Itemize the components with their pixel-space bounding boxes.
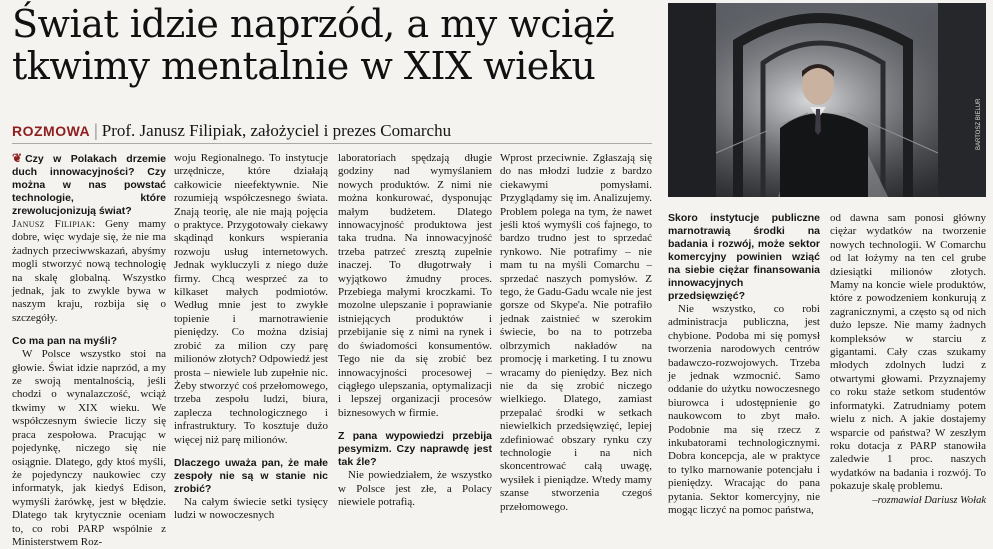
portrait-photo [668, 3, 986, 197]
article-column-4 [500, 152, 652, 528]
quote-mark-icon: ❦ [12, 151, 23, 165]
section-label: ROZMOWA [12, 123, 91, 139]
speaker-name: Janusz Filipiak: [12, 218, 96, 230]
portrait-image [668, 3, 986, 197]
answer-2-continued: woju Regionalnego. To instytucje urzędnicze, które działają całkowicie nieefektywnie. Nie rozumieją współczesnego świata. Znają teorię, ale nie mają pojęcia o praktyce. Przygotowały ciekawy skądinąd konkurs wspierania rozwoju usług internetowych. Jednak wykluczyli z niego duże firmy. Chcą wesprzeć za to kilkaset małych podmiotów. Według mnie jest to zwykłe topienie i marnotrawienie pieniędzy. Co można dzisiaj zrobić za milion czy parę milionów złotych? Odpowiedź jest prosta – niewiele lub zupełnie nic. Żeby stworzyć coś przełomowego, trzeba zespołu ludzi, biura, zaplecza technologicznego i infrastruktury. To kosztuje dużo więcej niż parę milionów. [174, 152, 328, 446]
article-column-3 [338, 152, 492, 528]
byline [12, 119, 652, 142]
headline-line-1: Świat idzie naprzód, a my wciąż [12, 2, 615, 46]
answer-1: Janusz Filipiak: Geny mamy dobre, więc wydaje się, że nie ma żadnych przeciwwskazań, abyśmy mogli stworzyć nową technologię na skalę globalną. Wszystko jednak, jak to zwykle bywa w naszym kraju, rozbija się o szczegóły. [12, 218, 167, 324]
question-3: Dlaczego uważa pan, że małe zespoły nie są w stanie nic zrobić? [174, 456, 328, 495]
headline [12, 3, 652, 87]
answer-4: Nie powiedziałem, że wszystko w Polsce jest złe, a Polacy niewiele potrafią. [338, 469, 492, 508]
answer-3-continued: laboratoriach spędzają długie godziny nad wymyślaniem nowych produktów. Z nimi nie można konkurować, dysponując małym budżetem. Dlatego innowacyjność produktowa jest taka trudna. Na innowacyjność trzeba patrzeć zresztą zupełnie inaczej. To długotrwały i wyjątkowo żmudny proces. Przebiega małymi kroczkami. To mozolne ulepszanie i poprawianie istniejących produktów i przebijanie się z nimi na rynek i do świadomości konsumentów. Tego nie da się zrobić bez innowacyjności procesowej – ciągłego ulepszania, optymalizacji i lepszej organizacji procesów biznesowych w firmie. [338, 152, 492, 419]
question-5: Skoro instytucje publiczne marnotrawią środki na badania i rozwój, może sektor komercyjny powinien wziąć na siebie ciężar finansowania innowacyjnych przedsięwzięć? [668, 212, 820, 302]
answer-3: Na całym świecie setki tysięcy ludzi w nowoczesnych [174, 495, 328, 522]
question-1: ❦ Czy w Polakach drzemie duch innowacyjności? Czy można w nas powstać technologie, które zrewolucjonizują świat? [12, 151, 166, 217]
article-column-1 [12, 151, 167, 548]
question-2: Co ma pan na myśli? [12, 335, 118, 348]
interviewee: Prof. Janusz Filipiak, założyciel i prezes Comarchu [101, 121, 452, 140]
signature: –rozmawiał Dariusz Wołak [872, 494, 986, 506]
article-column-6 [830, 212, 986, 528]
answer-2: W Polsce wszystko stoi na głowie. Świat idzie naprzód, a my ze swoją mentalnością, jeśli chodzi o wynalazczość, wciąż tkwimy w XIX wieku. We współczesnym świecie liczy się praca zespołowa. Pracując w pojedynkę, niczego się nie osiągnie. Dlatego, gdy ktoś myśli, że pojedynczy naukowiec czy informatyk, jak kiedyś Edison, wymyśli żarówkę, jest w błędzie. Dlatego tak krytycznie oceniam to, co robi PARP wspólnie z Ministerstwem Roz- [12, 348, 166, 548]
answer-4-continued: Wprost przeciwnie. Zgłaszają się do nas młodzi ludzie z bardzo ciekawymi pomysłami. Przyglądamy się im. Analizujemy. Problem polega na tym, że nawet jeśli ktoś wymyśli coś fajnego, to bardzo trudno jest to sprzedać rynkowo. Nie potrafimy – nie mam tu na myśli Comarchu – sprzedać naszych pomysłów. Z tego, że Gadu-Gadu wcale nie jest gorsze od Skype'a. Nie potrafiło jednak zaistnieć w szerokim świecie, bo na to potrzeba olbrzymich nakładów na promocję i marketing. I tu znowu wracamy do pieniędzy. Bez nich nie da się zrobić niczego wielkiego. Dlatego, zamiast przepalać środki w setkach niewielkich przedsięwzięć, lepiej zdefiniować obszary rynku czy technologie i na nich skoncentrować całą uwagę, wysiłek i pieniądze. Wtedy mamy szanse stworzenia czegoś przełomowego. [500, 152, 652, 513]
answer-5: Nie wszystko, co robi administracja publiczna, jest chybione. Podoba mi się pomysł tworzenia narodowych centrów badawczo-rozwojowych. Trzeba je jednak wzmocnić. Samo oddanie do użytku nowoczesnego biurowca i udostępnienie go naukowcom to zbyt mało. Podobnie ma się rzecz z inkubatorami technologicznymi. Dobra koncepcja, ale w praktyce to tylko marnowanie potencjału i pieniędzy. Wracając do pana pytania. Sektor komercyjny, nie mogąc liczyć na pomoc państwa, [668, 303, 820, 517]
photo-credit: BARTOSZ BIELUR [976, 98, 982, 150]
answer-5-continued: od dawna sam ponosi główny ciężar wydatków na tworzenie nowych technologii. W Comarchu od lat łożymy na ten cel grube dziesiątki milionów złotych. Mamy na koncie wiele produktów, które z powodzeniem konkurują z zagranicznymi, a często są od nich dużo lepsze. Nie mamy żadnych kompleksów w starciu z gigantami. Cały czas szukamy młodych zdolnych ludzi z otwartymi głowami. Przyznajemy co roku staże setkom studentów informatyki. Zatrudniamy potem wielu z nich. A jakie dostajemy wsparcie od państwa? W zeszłym roku dotacja z PARP stanowiła zaledwie 1 proc. naszych wydatków na badania i rozwój. To pokazuje skalę problemu. [830, 212, 986, 493]
byline-rule [12, 143, 652, 144]
question-4: Z pana wypowiedzi przebija pesymizm. Czy naprawdę jest tak źle? [338, 430, 492, 469]
byline-separator: | [94, 120, 98, 140]
headline-line-2: tkwimy mentalnie w XIX wieku [12, 44, 596, 88]
article-column-2 [174, 152, 328, 528]
article-column-5 [668, 212, 820, 528]
